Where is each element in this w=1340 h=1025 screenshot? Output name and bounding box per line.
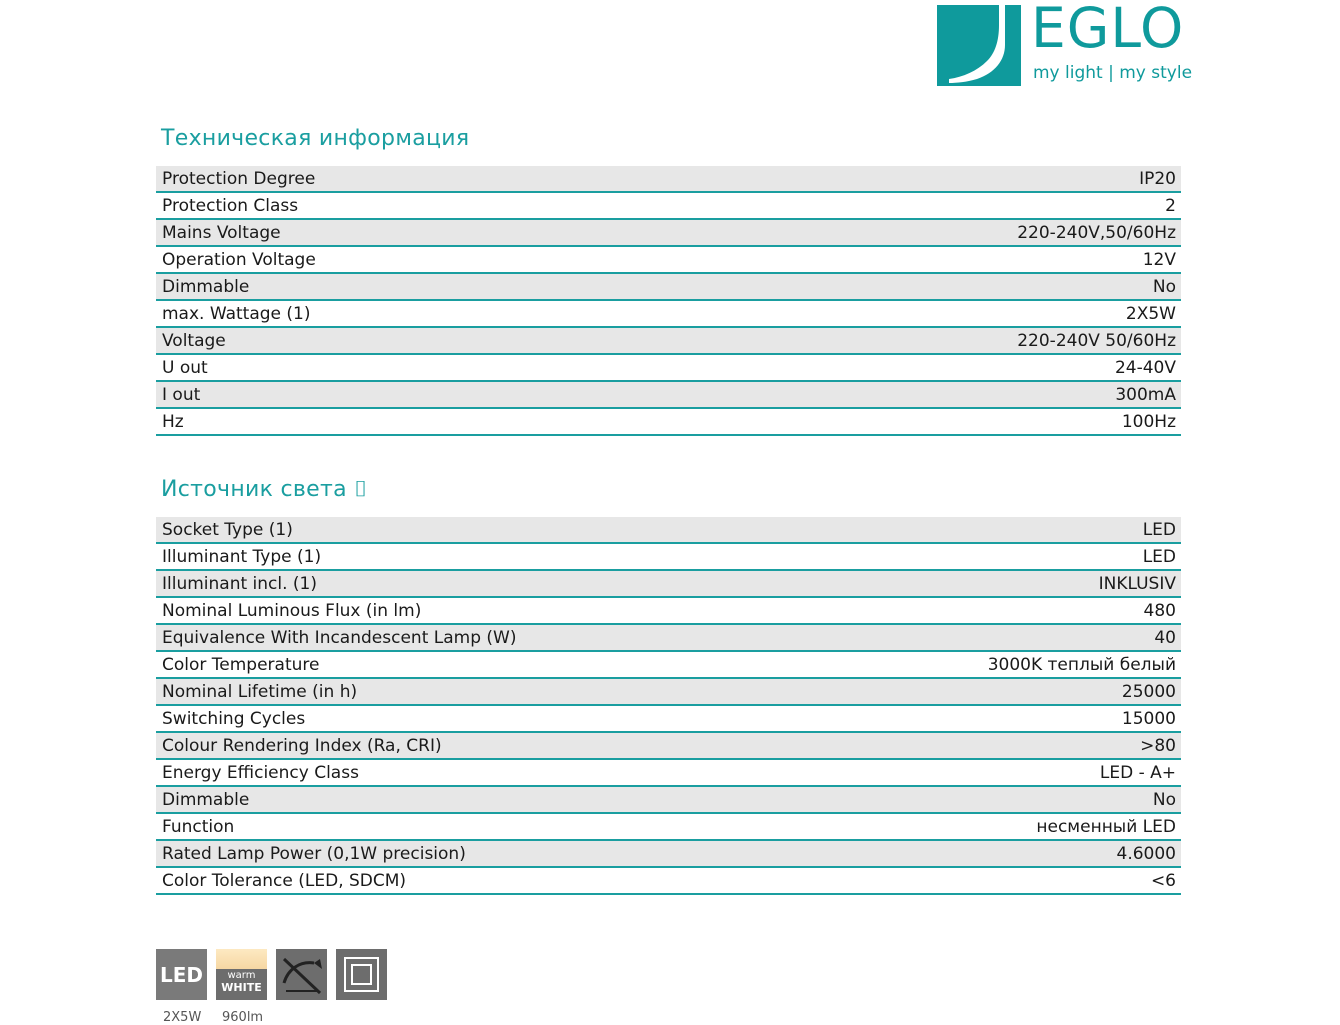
eglo-logo	[937, 0, 1193, 90]
spec-value: 300mA	[1115, 384, 1176, 405]
brand-name: EGLO	[1031, 0, 1185, 60]
feature-icons	[156, 949, 387, 1000]
spec-label: Dimmable	[162, 789, 250, 810]
spec-value: 40	[1154, 627, 1176, 648]
led-icon	[156, 949, 207, 1000]
spec-row	[156, 382, 1181, 409]
spec-label: max. Wattage (1)	[162, 303, 311, 324]
spec-row	[156, 814, 1181, 841]
spec-value: No	[1152, 276, 1176, 297]
spec-row	[156, 625, 1181, 652]
spec-row	[156, 301, 1181, 328]
spec-row	[156, 544, 1181, 571]
spec-row	[156, 220, 1181, 247]
spec-label: Rated Lamp Power (0,1W precision)	[162, 843, 466, 864]
spec-row	[156, 355, 1181, 382]
spec-label: U out	[162, 357, 208, 378]
light-source-spec-table	[156, 517, 1181, 895]
spec-row	[156, 598, 1181, 625]
spec-label: Equivalence With Incandescent Lamp (W)	[162, 627, 517, 648]
flux-caption: 960lm	[222, 1010, 264, 1025]
spec-row	[156, 868, 1181, 895]
spec-row	[156, 328, 1181, 355]
spec-row	[156, 571, 1181, 598]
spec-label: Operation Voltage	[162, 249, 316, 270]
spec-value: LED	[1142, 546, 1176, 567]
spec-value: No	[1152, 789, 1176, 810]
spec-value: 3000K теплый белый	[987, 654, 1176, 675]
brand-tagline: my light | my style	[1033, 63, 1193, 83]
warm-glow-bar	[216, 949, 267, 969]
spec-label: Nominal Lifetime (in h)	[162, 681, 358, 702]
spec-row	[156, 193, 1181, 220]
spec-label: Color Temperature	[162, 654, 320, 675]
warm-white-icon	[216, 949, 267, 1000]
warm-label: warm	[227, 970, 256, 981]
spec-row	[156, 517, 1181, 544]
spec-label: Socket Type (1)	[162, 519, 293, 540]
spec-row	[156, 841, 1181, 868]
spec-row	[156, 166, 1181, 193]
spec-row	[156, 679, 1181, 706]
spec-value: 12V	[1142, 249, 1176, 270]
protection-class-2-icon	[336, 949, 387, 1000]
spec-label: Function	[162, 816, 235, 837]
white-label: WHITE	[221, 981, 262, 994]
spec-label: Protection Degree	[162, 168, 316, 189]
spec-value: 25000	[1121, 681, 1176, 702]
spec-value: 220-240V 50/60Hz	[1017, 330, 1176, 351]
spec-value: 100Hz	[1121, 411, 1176, 432]
spec-value: 480	[1143, 600, 1176, 621]
spec-value: IP20	[1139, 168, 1176, 189]
section-title-technical: Техническая информация	[161, 126, 470, 151]
spec-row	[156, 787, 1181, 814]
spec-label: Colour Rendering Index (Ra, CRI)	[162, 735, 442, 756]
spec-value: 15000	[1121, 708, 1176, 729]
spec-row	[156, 247, 1181, 274]
spec-label: Mains Voltage	[162, 222, 281, 243]
spec-row	[156, 652, 1181, 679]
spec-row	[156, 409, 1181, 436]
spec-row	[156, 733, 1181, 760]
technical-spec-table	[156, 166, 1181, 436]
spec-label: Voltage	[162, 330, 226, 351]
spec-value: 24-40V	[1114, 357, 1176, 378]
eglo-logo-mark-icon	[937, 5, 1021, 86]
spec-value: 4.6000	[1116, 843, 1176, 864]
wattage-caption: 2X5W	[163, 1010, 202, 1025]
spec-value: LED - A+	[1099, 762, 1176, 783]
spec-label: Dimmable	[162, 276, 250, 297]
spec-label: Nominal Luminous Flux (in lm)	[162, 600, 422, 621]
spec-label: Switching Cycles	[162, 708, 306, 729]
spec-label: Protection Class	[162, 195, 299, 216]
spec-label: Illuminant incl. (1)	[162, 573, 318, 594]
spec-value: <6	[1150, 870, 1176, 891]
spec-row	[156, 274, 1181, 301]
spec-value: 2X5W	[1125, 303, 1176, 324]
spec-value: INKLUSIV	[1098, 573, 1176, 594]
spec-row	[156, 706, 1181, 733]
spec-label: Illuminant Type (1)	[162, 546, 322, 567]
spec-label: I out	[162, 384, 201, 405]
spec-value: 220-240V,50/60Hz	[1017, 222, 1176, 243]
spec-label: Energy Efficiency Class	[162, 762, 359, 783]
spec-value: LED	[1142, 519, 1176, 540]
spec-label: Hz	[162, 411, 184, 432]
spec-value: несменный LED	[1036, 816, 1176, 837]
spec-row	[156, 760, 1181, 787]
spec-value: 2	[1165, 195, 1176, 216]
spec-label: Color Tolerance (LED, SDCM)	[162, 870, 407, 891]
section-title-light-source: Источник света ⌷	[161, 477, 368, 502]
spec-value: >80	[1140, 735, 1176, 756]
led-icon-label: LED	[159, 962, 203, 987]
not-dimmable-icon	[276, 949, 327, 1000]
